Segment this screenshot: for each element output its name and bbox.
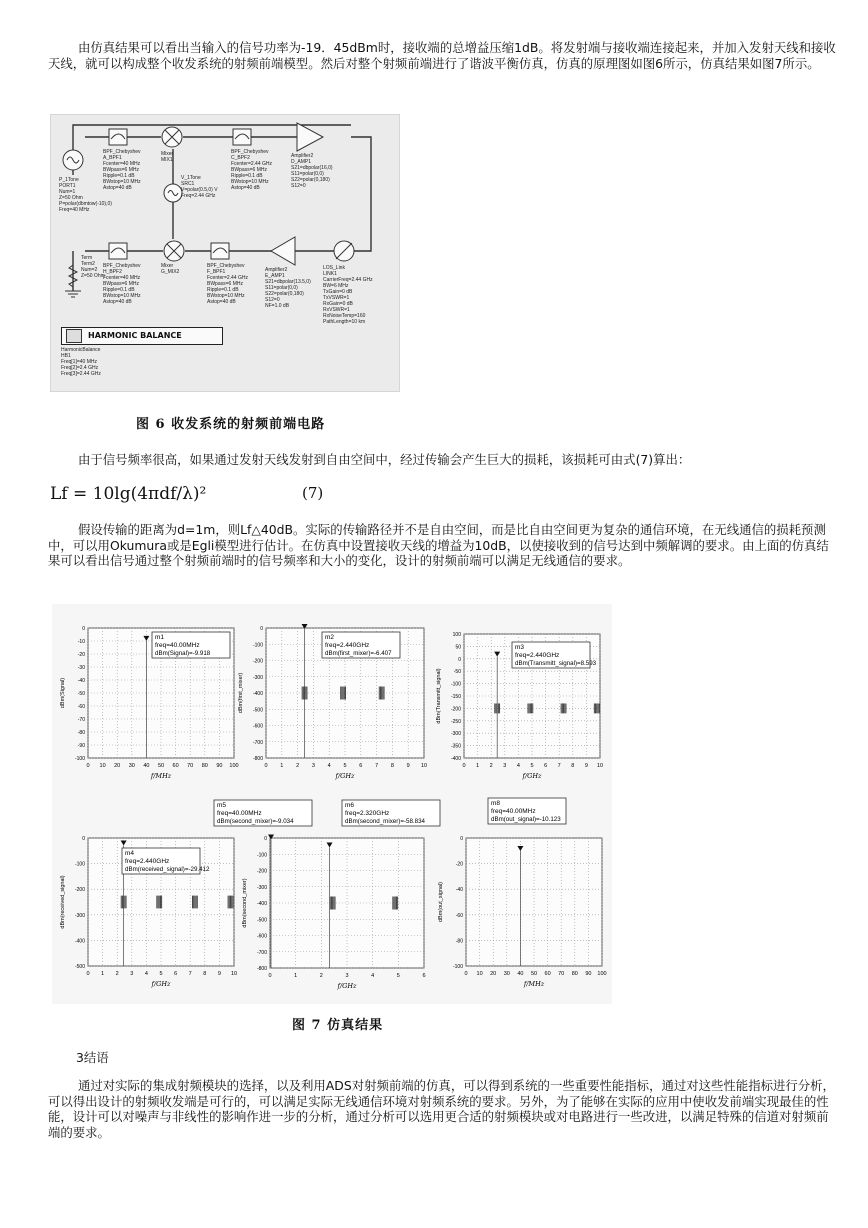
x-axis-label: f/GHz [337, 982, 357, 990]
y-axis-label: dBm(Signal) [60, 677, 66, 709]
bpf-h-icon [109, 243, 127, 259]
marker-id: m5 [217, 802, 227, 809]
y-axis-label: dBm(received_signal) [60, 875, 66, 929]
x-tick-label: 100 [597, 971, 607, 977]
bpf-c-icon [233, 129, 251, 145]
x-tick-label: 2 [115, 971, 119, 977]
y-tick-label: -250 [450, 718, 461, 725]
y-tick-label: -500 [256, 917, 267, 924]
paragraph-distance: 假设传输的距离为d=1m，则Lf△40dB。实际的传输路径并不是自由空间，而是比自由空间更为复杂的通信环境，在无线通信的损耗预测中，可以用Okumura或是Egli模型进行估计。在仿真中设置接收天线的增益为10dB，以使接收到的信号达到中频解调的要求。由上面的仿真结果可以看出信号通过整个射频前端时的信号频率和大小的变化，设计的射频前端可以满足无线通信的要求。 [48, 522, 829, 568]
y-tick-label: -80 [455, 938, 463, 945]
v-1tone-label: V_1Tone SRC1 V=polar(0.5,0) V Freq=2.44 GHz [181, 175, 218, 199]
figure-6-schematic [50, 114, 400, 392]
x-axis-label: f/MHz [523, 980, 545, 988]
x-tick-label: 9 [406, 763, 410, 769]
x-tick-label: 60 [544, 971, 551, 977]
bpf-f-icon [211, 243, 229, 259]
los-link-label: LOS_Link LINK1 CarrierFreq=2.44 GHz BW=6 MHz TxGain=0 dB TxVSWR=1 RxGain=0 dB RxVSWR=1 RxNoiseTemp=160 PathLength=10 km [323, 265, 373, 325]
y-axis-label: dBm(second_mixer) [242, 878, 248, 928]
y-tick-label: -100 [74, 756, 85, 762]
figure-7-caption: 图 7 仿真结果 [292, 1018, 384, 1033]
section-heading: 3结语 [76, 1050, 109, 1065]
y-tick-label: -80 [77, 730, 85, 736]
marker-id: m2 [325, 634, 335, 641]
x-tick-label: 2 [319, 973, 323, 979]
x-tick-label: 3 [130, 971, 134, 977]
x-tick-label: 6 [544, 763, 548, 769]
x-tick-label: 1 [476, 763, 480, 769]
y-tick-label: -60 [77, 704, 85, 710]
x-tick-label: 9 [217, 971, 221, 977]
x-tick-label: 0 [86, 971, 90, 977]
marker-id: m4 [125, 850, 135, 857]
plot-5-frame [270, 838, 424, 968]
x-tick-label: 7 [375, 763, 379, 769]
x-tick-label: 10 [99, 763, 106, 769]
figure-7-results [52, 604, 612, 1004]
marker-freq: freq=2.320GHz [345, 810, 390, 817]
x-tick-label: 4 [144, 971, 148, 977]
y-tick-label: -200 [74, 887, 85, 894]
y-tick-label: -700 [256, 949, 267, 956]
paragraph-conclusion: 通过对实际的集成射频模块的选择，以及利用ADS对射频前端的仿真，可以得到系统的一些重要性能指标，通过对这些性能指标进行分析，可以得出设计的射频收发端是可行的，可以满足实际无线通信环境对射频系统的要求。另外，为了能够在实际的应用中使收发前端实现最佳的性能，设计可以对噪声与非线性的影响作进一步的分析，通过分析可以选用更合适的射频模块或对电路进行一些改进，以满足特殊的信道对射频前端的要求。 [48, 1078, 835, 1140]
y-tick-label: -40 [455, 887, 463, 894]
y-tick-label: 50 [455, 644, 461, 651]
y-axis-label: dBm(first_mixer) [238, 672, 244, 714]
marker-id: m1 [155, 634, 165, 641]
marker-freq: freq=40.00MHz [155, 642, 200, 649]
x-tick-label: 1 [280, 763, 284, 769]
x-tick-label: 7 [188, 971, 192, 977]
marker-id: m6 [345, 802, 355, 809]
x-tick-label: 60 [172, 763, 179, 769]
x-tick-label: 5 [530, 763, 534, 769]
p-1tone-label: P_1Tone PORT1 Num=1 Z=50 Ohm P=polar(dbmtow(-10),0) Freq=40 MHz [59, 177, 112, 213]
mixer-1-icon [162, 127, 182, 147]
x-tick-label: 10 [476, 971, 483, 977]
x-tick-label: 90 [585, 971, 592, 977]
x-tick-label: 50 [530, 971, 538, 977]
x-tick-label: 90 [216, 763, 223, 769]
x-tick-label: 3 [503, 763, 507, 769]
los-link-icon [334, 241, 354, 261]
marker-id: m8 [491, 800, 501, 807]
harmonic-balance-icon [66, 329, 82, 343]
marker-value: dBm(Transmitt_signal)=8.593 [515, 660, 597, 667]
marker-freq: freq=2.440GHz [125, 858, 170, 865]
y-tick-label: -600 [252, 723, 263, 730]
marker-value: dBm(first_mixer)=-6.407 [325, 650, 392, 657]
marker-id: m3 [515, 644, 525, 651]
source-p1tone-icon [63, 150, 83, 170]
y-tick-label: -60 [455, 912, 463, 919]
y-tick-label: -400 [450, 756, 461, 762]
x-tick-label: 4 [327, 763, 331, 769]
marker-value: dBm(Signal)=-9.918 [155, 650, 211, 657]
paragraph-intro: 由仿真结果可以看出当输入的信号功率为-19．45dBm时，接收端的总增益压缩1dB。将发射端与接收端连接起来，并加入发射天线和接收天线，就可以构成整个收发系统的射频前端模型。然后对整个射频前端进行了谐波平衡仿真，仿真的原理图如图6所示，仿真结果如图7所示。 [48, 40, 836, 71]
x-axis-label: f/GHz [522, 772, 542, 780]
y-tick-label: -300 [450, 731, 461, 738]
y-tick-label: -20 [77, 652, 85, 658]
y-tick-label: -10 [77, 639, 85, 645]
harmonic-balance-box: HARMONIC BALANCE [61, 327, 223, 345]
y-tick-label: -400 [252, 691, 263, 697]
marker-value: dBm(second_mixer)=-58.834 [345, 818, 425, 825]
y-tick-label: -100 [450, 681, 461, 688]
x-axis-label: f/GHz [335, 772, 355, 780]
x-tick-label: 2 [296, 763, 300, 769]
x-tick-label: 1 [294, 973, 298, 979]
x-tick-label: 0 [86, 763, 90, 769]
x-tick-label: 80 [201, 763, 208, 769]
y-axis-label: dBm(Transmitt_signal) [436, 668, 442, 724]
y-tick-label: -50 [77, 691, 85, 697]
y-tick-label: -300 [252, 674, 263, 681]
x-tick-label: 5 [396, 973, 400, 979]
marker-freq: freq=40.00MHz [217, 810, 262, 817]
x-tick-label: 6 [422, 973, 426, 979]
x-tick-label: 30 [503, 971, 510, 977]
paragraph-loss: 由于信号频率很高，如果通过发射天线发射到自由空间中，经过传输会产生巨大的损耗，该损耗可由式(7)算出： [78, 452, 691, 467]
x-tick-label: 40 [517, 971, 524, 977]
harmonic-balance-params: HarmonicBalance HB1 Freq[1]=40 MHz Freq[2]=2.4 GHz Freq[3]=2.44 GHz [61, 347, 101, 377]
y-tick-label: -350 [450, 743, 461, 750]
x-tick-label: 4 [371, 973, 375, 979]
y-tick-label: 0 [458, 656, 461, 663]
x-tick-label: 5 [159, 971, 163, 977]
x-tick-label: 6 [359, 763, 363, 769]
x-tick-label: 10 [230, 971, 238, 977]
y-tick-label: -30 [77, 665, 85, 671]
x-tick-label: 1 [101, 971, 105, 977]
marker-freq: freq=2.440GHz [325, 642, 370, 649]
y-tick-label: -200 [252, 658, 263, 665]
y-tick-label: -300 [256, 884, 267, 891]
y-tick-label: -300 [74, 912, 85, 919]
marker-freq: freq=2.440GHz [515, 652, 560, 659]
simulation-plots [52, 604, 612, 1004]
y-tick-label: -400 [74, 938, 85, 945]
y-tick-label: -500 [74, 964, 85, 970]
y-tick-label: 0 [460, 836, 463, 842]
y-tick-label: -40 [77, 678, 85, 684]
y-tick-label: 0 [260, 626, 263, 632]
amplifier-d-icon [297, 123, 323, 151]
y-tick-label: 0 [82, 836, 85, 842]
y-tick-label: -100 [252, 642, 263, 649]
x-tick-label: 10 [420, 763, 428, 769]
formula-7 [50, 484, 324, 504]
y-tick-label: -800 [252, 756, 263, 762]
x-tick-label: 80 [571, 971, 578, 977]
mixer-1-label: Mixer MIX1 [161, 151, 174, 163]
mixer-2-label: Mixer G_MIX2 [161, 263, 180, 275]
bpf-a-label: BPF_Chebyshev A_BPF1 Fcenter=40 MHz BWpass=6 MHz Ripple=0.1 dB BWstop=10 MHz Astop=40 dB [103, 149, 141, 191]
x-tick-label: 0 [464, 971, 468, 977]
x-tick-label: 8 [390, 763, 394, 769]
formula-number: (7) [302, 484, 324, 502]
bpf-h-label: BPF_Chebyshev H_BPF2 Fcenter=40 MHz BWpass=6 MHz Ripple=0.1 dB BWstop=10 MHz Astop=40 dB [103, 263, 141, 305]
x-tick-label: 20 [114, 763, 121, 769]
y-tick-label: 100 [452, 632, 461, 638]
y-tick-label: -100 [256, 852, 267, 859]
marker-value: dBm(received_signal)=-29.412 [125, 866, 210, 873]
bpf-a-icon [109, 129, 127, 145]
y-axis-label: dBm(out_signal) [438, 881, 444, 923]
y-tick-label: 0 [82, 626, 85, 632]
x-tick-label: 8 [571, 763, 575, 769]
y-tick-label: -100 [74, 861, 85, 868]
x-tick-label: 3 [345, 973, 349, 979]
y-tick-label: -500 [252, 707, 263, 714]
x-tick-label: 5 [343, 763, 347, 769]
y-tick-label: -200 [450, 706, 461, 713]
marker-freq: freq=40.00MHz [491, 808, 536, 815]
source-v1tone-icon [164, 184, 182, 202]
x-tick-label: 0 [264, 763, 268, 769]
x-tick-label: 30 [128, 763, 135, 769]
x-tick-label: 0 [462, 763, 466, 769]
y-tick-label: -50 [453, 669, 461, 676]
x-tick-label: 70 [187, 763, 194, 769]
x-tick-label: 40 [143, 763, 150, 769]
y-tick-label: -90 [77, 743, 85, 749]
x-tick-label: 9 [584, 763, 588, 769]
bpf-c-label: BPF_Chebyshev C_BPF2 Fcenter=2.44 GHz BWpass=6 MHz Ripple=0.1 dB BWstop=10 MHz Astop=40 dB [231, 149, 272, 191]
x-axis-label: f/GHz [151, 980, 171, 988]
y-tick-label: -600 [256, 933, 267, 940]
amplifier-e-label: Amplifier2 E_AMP1 S21=dbpolar(13.5,0) S11=polar(0,0) S22=polar(0,180) S12=0 NF=1.0 dB [265, 267, 311, 309]
mixer-2-icon [164, 241, 184, 261]
marker-value: dBm(out_signal)=-10.123 [491, 816, 561, 823]
y-tick-label: -700 [252, 739, 263, 746]
x-tick-label: 3 [311, 763, 315, 769]
x-tick-label: 7 [557, 763, 561, 769]
ground-icon [65, 291, 81, 297]
y-tick-label: -70 [77, 717, 85, 723]
figure-6-caption: 图 6 收发系统的射频前端电路 [136, 417, 326, 432]
x-tick-label: 8 [203, 971, 207, 977]
y-tick-label: -400 [256, 901, 267, 907]
x-tick-label: 20 [490, 971, 497, 977]
y-tick-label: -200 [256, 868, 267, 875]
y-tick-label: -20 [455, 861, 463, 868]
marker-value: dBm(second_mixer)=-9.034 [217, 818, 294, 825]
y-tick-label: 0 [264, 836, 267, 842]
x-tick-label: 10 [596, 763, 604, 769]
x-tick-label: 6 [174, 971, 178, 977]
x-tick-label: 2 [489, 763, 493, 769]
x-tick-label: 4 [516, 763, 520, 769]
formula-text: Lf = 10lg(4πdf/λ)² [50, 484, 207, 504]
x-tick-label: 0 [268, 973, 272, 979]
x-tick-label: 70 [558, 971, 565, 977]
amplifier-e-icon [271, 237, 295, 265]
x-tick-label: 50 [157, 763, 165, 769]
bpf-f-label: BPF_Chebyshev F_BPF1 Fcenter=2.44 GHz BWpass=6 MHz Ripple=0.1 dB BWstop=10 MHz Astop=40 dB [207, 263, 248, 305]
y-tick-label: -800 [256, 966, 267, 972]
y-tick-label: -150 [450, 694, 461, 700]
x-axis-label: f/MHz [150, 772, 172, 780]
x-tick-label: 100 [229, 763, 239, 769]
amplifier-d-label: Amplifier2 D_AMP1 S21=dbpolar(16,0) S11=polar(0,0) S22=polar(0,180) S12=0 [291, 153, 333, 189]
y-tick-label: -100 [452, 964, 463, 970]
term-2-label: Term Term2 Num=2 Z=50 Ohm [81, 255, 105, 279]
